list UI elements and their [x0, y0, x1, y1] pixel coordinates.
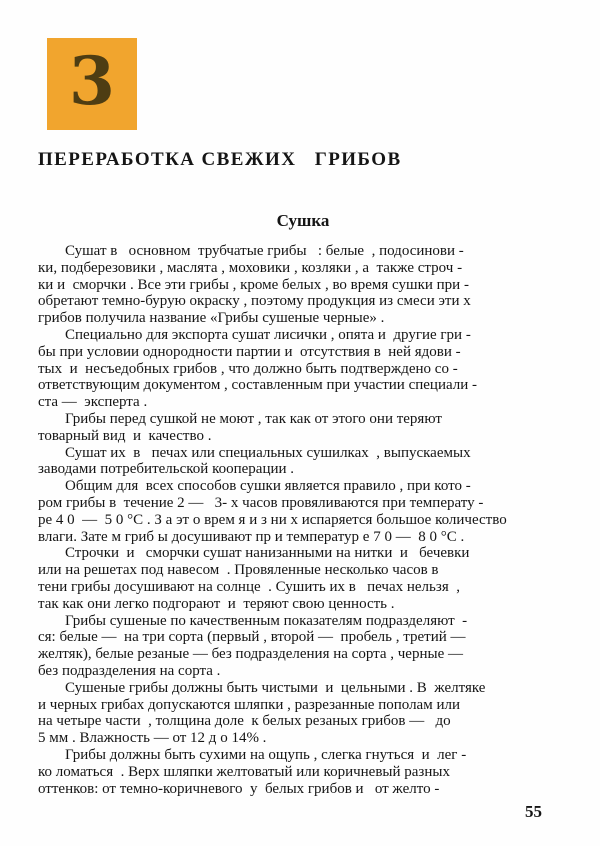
paragraph	[38, 243, 583, 327]
text-line: Сушеные грибы должны быть чистыми и цельными . В желтяке	[65, 679, 486, 696]
section-title: Сушка	[276, 211, 330, 230]
paragraph	[38, 680, 583, 747]
text-line: и черных грибах допускаются шляпки , разрезанные пополам или	[38, 696, 460, 713]
page-number: 55	[525, 802, 542, 821]
text-line: оттенков: от темно-коричневого у белых грибов и от желто -	[38, 780, 440, 797]
text-line: обретают темно-бурую окраску , поэтому продукция из смеси эти х	[38, 293, 471, 310]
text-line: Грибы перед сушкой не моют , так как от этого они теряют	[65, 410, 442, 427]
paragraph	[38, 545, 583, 612]
text-line: ста — эксперта .	[38, 394, 148, 411]
text-line: тени грибы досушивают на солнце . Сушить их в печах нельзя ,	[38, 578, 460, 595]
text-line: ки, подберезовики , маслята , моховики , козляки , а также строч -	[38, 259, 463, 276]
text-line: ре 4 0 — 5 0 °С . З а эт о врем я и з ни х испаряется большое количество	[38, 511, 507, 528]
chapter-number-badge	[47, 38, 137, 130]
chapter-number: 3	[69, 42, 115, 120]
paragraph	[38, 327, 583, 411]
text-line: без подразделения на сорта .	[38, 662, 221, 679]
text-line: грибов получила название «Грибы сушеные черные» .	[38, 310, 385, 327]
text-line: Сушат их в печах или специальных сушилках , выпускаемых	[65, 444, 471, 461]
text-line: Грибы сушеные по качественным показателям подразделяют -	[65, 612, 468, 629]
text-line: на четыре части , толщина доле к белых резаных грибов — до	[38, 713, 451, 730]
text-line: тых и несъедобных грибов , что должно быть подтверждено со -	[38, 360, 458, 377]
paragraph	[38, 445, 583, 479]
text-line: ром грибы в течение 2 — 3- х часов провяливаются при температу -	[38, 494, 484, 511]
paragraph	[38, 747, 583, 797]
text-line: Грибы должны быть сухими на ощупь , слегка гнуться и лег -	[65, 746, 467, 763]
text-line: ки и сморчки . Все эти грибы , кроме белых , во время сушки при -	[38, 276, 469, 293]
text-line: ко ломаться . Верх шляпки желтоватый или коричневый разных	[38, 763, 450, 780]
text-line: бы при условии однородности партии и отсутствия в ней ядови -	[38, 343, 461, 360]
paragraph	[38, 411, 583, 445]
text-line: товарный вид и качество .	[38, 427, 212, 444]
text-line: 5 мм . Влажность — от 12 д о 14% .	[38, 730, 267, 747]
paragraph	[38, 478, 583, 545]
text-line: или на решетах под навесом . Провяленные несколько часов в	[38, 562, 439, 579]
text-line: ответствующим документом , составленным при участии специали -	[38, 377, 478, 394]
text-line: так как они легко подгорают и теряют свою ценность .	[38, 595, 395, 612]
text-line: заводами потребительской кооперации .	[38, 461, 295, 478]
text-line: влаги. Зате м гриб ы досушивают пр и температур е 7 0 — 8 0 °С .	[38, 528, 465, 545]
text-line: Общим для всех способов сушки является правило , при кото -	[65, 478, 471, 495]
paragraph	[38, 613, 583, 680]
body-text	[38, 243, 583, 797]
text-line: Специально для экспорта сушат лисички , опята и другие гри -	[65, 326, 471, 343]
text-line: Строчки и сморчки сушат нанизанными на нитки и бечевки	[65, 545, 470, 562]
text-line: Сушат в основном трубчатые грибы : белые , подосинови -	[65, 243, 464, 259]
text-line: ся: белые — на три сорта (первый , второй — пробель , третий —	[38, 629, 466, 646]
chapter-title: ПЕРЕРАБОТКА СВЕЖИХ ГРИБОВ	[38, 149, 402, 170]
text-line: желтяк), белые резаные — без подразделения на сорта , черные —	[38, 646, 463, 663]
